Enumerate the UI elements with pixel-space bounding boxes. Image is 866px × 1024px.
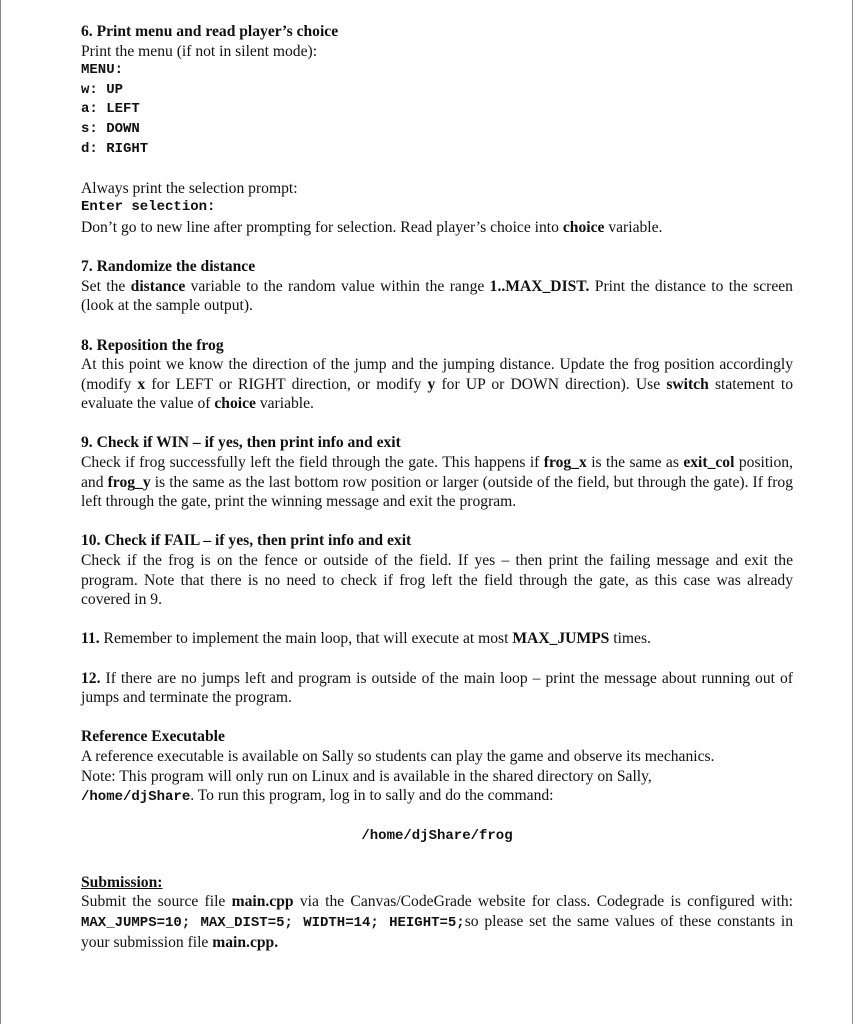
reference-line-1: A reference executable is available on Sally so students can play the game and observe its mechanics. [81, 747, 715, 765]
section-11: 11. Remember to implement the main loop, that will execute at most MAX_JUMPS times. [81, 630, 651, 648]
section-9-heading: 9. Check if WIN – if yes, then print info and exit [81, 434, 401, 452]
section-6-tail: Don’t go to new line after prompting for selection. Read player’s choice into choice variable. [81, 218, 663, 236]
section-7-body: Set the distance variable to the random value within the range 1..MAX_DIST. Print the distance to the screen (look at the sample output). [81, 277, 793, 315]
reference-line-3: /home/djShare. To run this program, log in to sally and do the command: [81, 787, 554, 806]
section-7-heading: 7. Randomize the distance [81, 258, 256, 276]
menu-item-left: a: LEFT [81, 101, 140, 118]
section-6-heading: 6. Print menu and read player’s choice [81, 23, 339, 40]
prompt-intro: Always print the selection prompt: [81, 179, 298, 197]
prompt-code: Enter selection: [81, 199, 216, 216]
menu-item-right: d: RIGHT [81, 140, 149, 157]
section-8-body: At this point we know the direction of the jump and the jumping distance. Update the frog position accordingly (modify x for LEFT or RIGHT direction, or modify y for UP or DOWN direction). Use switch statement to evaluate the value of choice variable. [81, 356, 794, 413]
section-8-heading: 8. Reposition the frog [81, 336, 224, 354]
document-page [81, 22, 793, 953]
reference-command: /home/djShare/frog [361, 828, 513, 845]
reference-heading: Reference Executable [81, 728, 225, 746]
menu-title: MENU: [81, 62, 124, 79]
page-left-border [0, 0, 1, 1024]
reference-line-2: Note: This program will only run on Linux and is available in the shared directory on Sally, [81, 767, 652, 785]
page-right-border [852, 0, 853, 1024]
menu-item-down: s: DOWN [81, 120, 140, 137]
section-10-body: Check if the frog is on the fence or outside of the field. If yes – then print the failing message and exit the program. Note that there is no need to check if frog left the field through the gate, as this case was already covered in 9. [81, 552, 793, 609]
section-12: 12. If there are no jumps left and program is outside of the main loop – print the message about running out of jumps and terminate the program. [81, 669, 793, 707]
section-9-body: Check if frog successfully left the field through the gate. This happens if frog_x is the same as exit_col position, and frog_y is the same as the last bottom row position or larger (outside of the field, but through the gate). If frog left through the gate, print the winning message and exit the program. [81, 454, 793, 511]
section-6-intro: Print the menu (if not in silent mode): [81, 42, 318, 60]
menu-item-up: w: UP [81, 81, 124, 98]
section-10-heading: 10. Check if FAIL – if yes, then print info and exit [81, 532, 412, 550]
submission-heading: Submission: [81, 873, 163, 891]
submission-body: Submit the source file main.cpp via the Canvas/CodeGrade website for class. Codegrade is configured with: MAX_JUMPS=10; MAX_DIST=5; WIDTH=14; HEIGHT=5;so please set the same values of these constants in your submission file main.cpp. [81, 893, 794, 952]
